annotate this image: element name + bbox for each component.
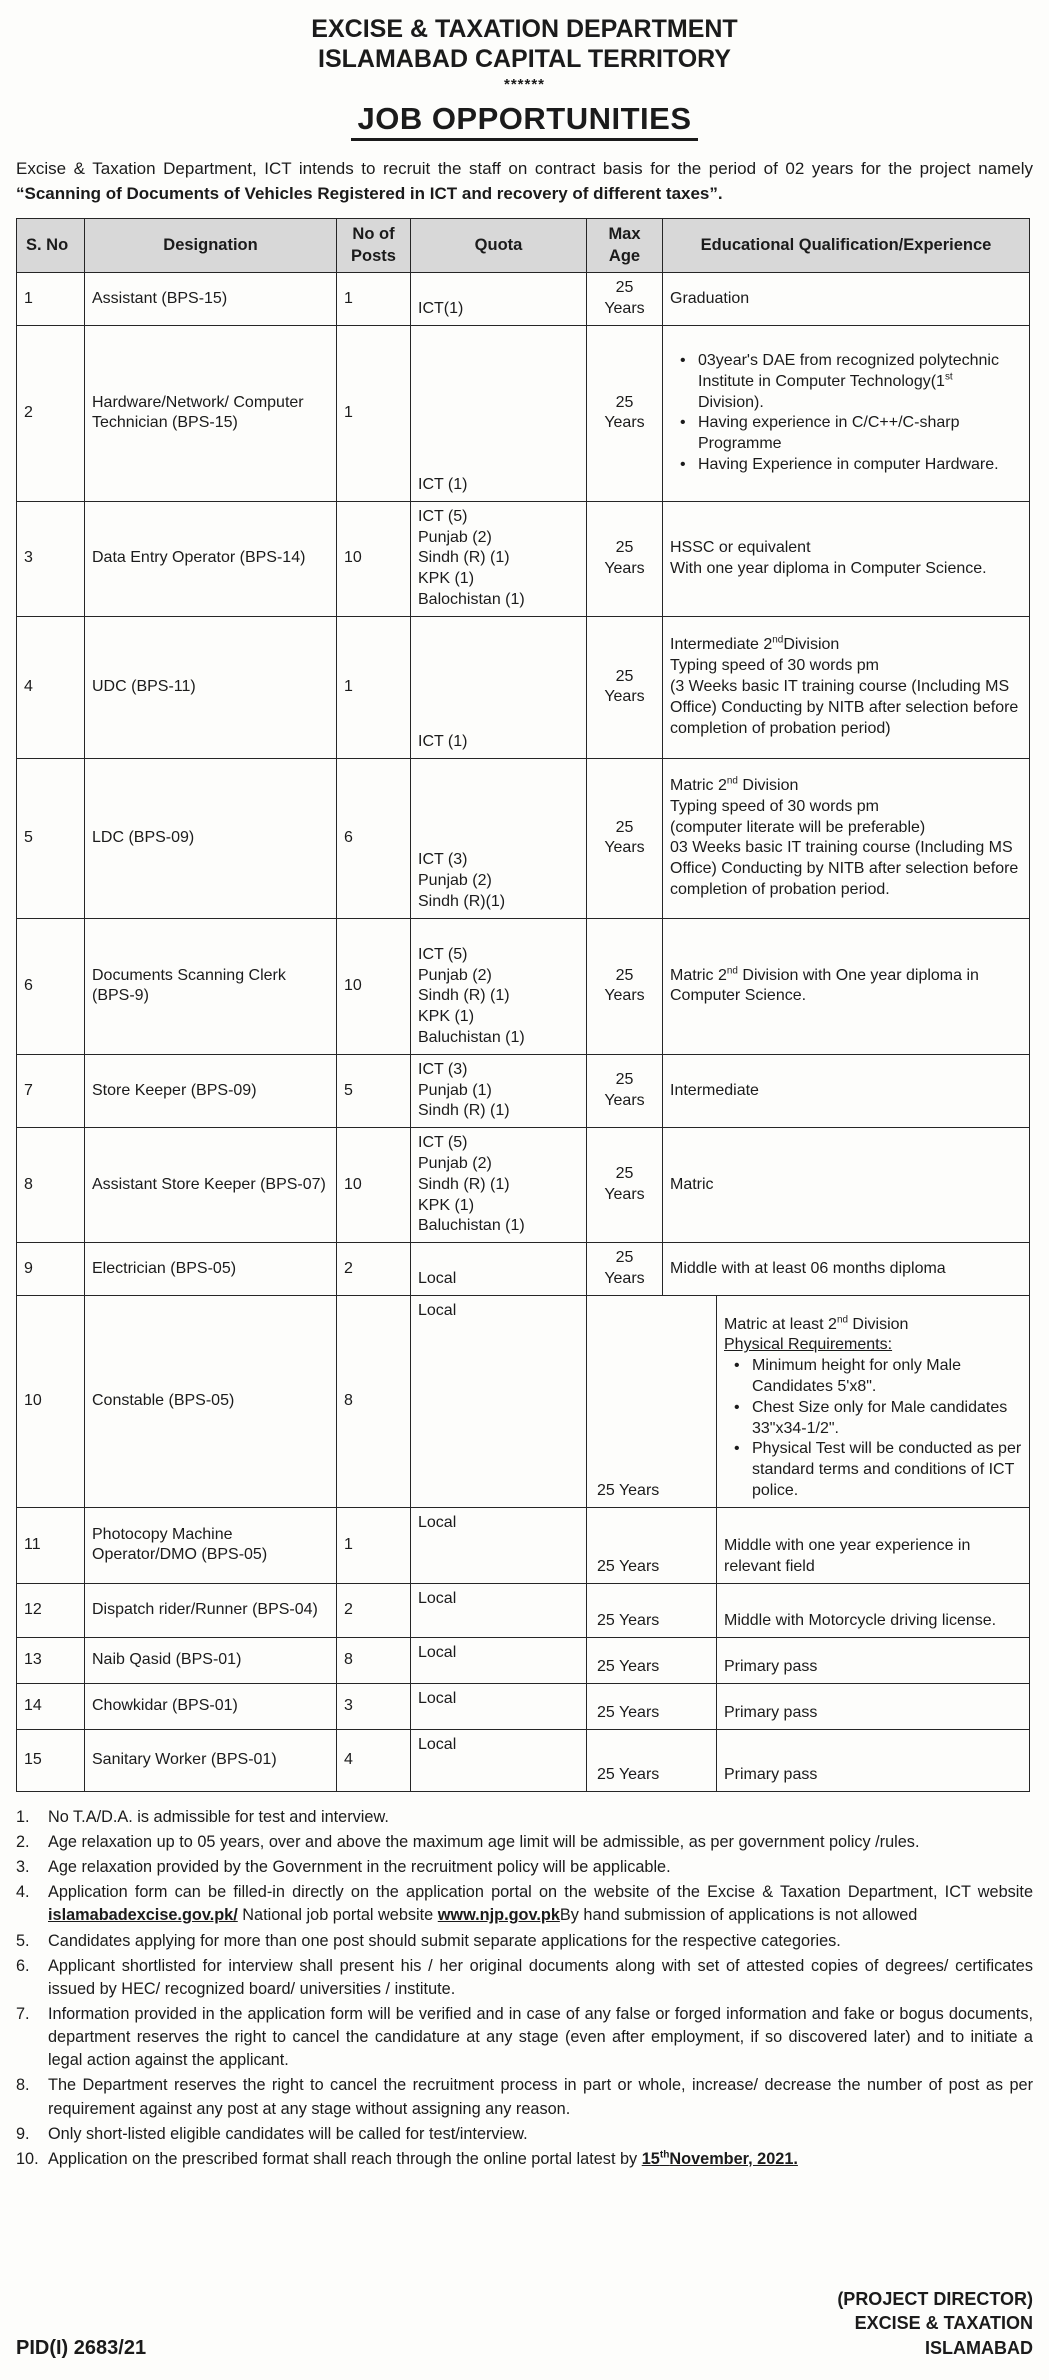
cell-qualification: [717, 1507, 1030, 1583]
note-item: [16, 1806, 1033, 1829]
note-text: Information provided in the application form will be verified and in case of any false or forged information and fake or bogus documents, department reserves the right to cancel the candidature at any stage (even after employment, if so discovered later) and to initiate a legal action against the applicant.: [48, 2004, 1033, 2070]
cell-serial-number: 12: [17, 1583, 85, 1637]
table-row: [17, 918, 1030, 1054]
cell-qualification: [663, 325, 1030, 501]
intro-project-name: “Scanning of Documents of Vehicles Registered in ICT and recovery of different taxes”.: [16, 183, 723, 203]
cell-posts: 3: [337, 1683, 411, 1729]
cell-designation: LDC (BPS-09): [85, 758, 337, 918]
qualification-line: Primary pass: [724, 1704, 818, 1722]
note-text: Only short-listed eligible candidates will be called for test/interview.: [48, 2124, 528, 2143]
cell-posts: 1: [337, 273, 411, 326]
cell-qualification: [663, 501, 1030, 616]
signature-block: [837, 2287, 1033, 2360]
note-item: [16, 2003, 1033, 2072]
cell-designation: Chowkidar (BPS-01): [85, 1683, 337, 1729]
note-number: 4.: [16, 1883, 30, 1902]
note-number: 9.: [16, 2124, 30, 2143]
note-text: Application on the prescribed format shall reach through the online portal latest by 15thNovember, 2021.: [48, 2149, 798, 2168]
qualification-line: 03 Weeks basic IT training course (Including MS Office) Conducting by NITB after selection before completion of probation period.: [670, 839, 1019, 898]
note-item: [16, 2074, 1033, 2120]
cell-designation: Dispatch rider/Runner (BPS-04): [85, 1583, 337, 1637]
qualification-bullet: • Minimum height for only Male Candidates 5'x8".: [724, 1356, 1022, 1398]
cell-designation: Electrician (BPS-05): [85, 1243, 337, 1296]
cell-max-age: 25 Years: [587, 1583, 717, 1637]
cell-quota: ICT (1): [411, 616, 587, 758]
cell-max-age: 25 Years: [587, 1507, 717, 1583]
cell-posts: 10: [337, 918, 411, 1054]
link-text: 15thNovember, 2021.: [641, 2149, 798, 2168]
cell-posts: 2: [337, 1243, 411, 1296]
bullet-icon: •: [680, 414, 686, 432]
cell-qualification: [663, 616, 1030, 758]
qualification-line: Middle with one year experience in relevant field: [724, 1537, 971, 1576]
separator-stars: ******: [503, 76, 546, 93]
intro-paragraph: [16, 157, 1033, 206]
cell-qualification: [663, 918, 1030, 1054]
note-item: [16, 2148, 1033, 2171]
bullet-icon: •: [734, 1357, 740, 1375]
qualification-line: Matric at least 2nd Division: [724, 1314, 909, 1333]
note-number: 10.: [16, 2149, 39, 2168]
note-text: The Department reserves the right to cancel the recruitment process in part or whole, increase/ decrease the number of post as per requirement against any post at any stage without assigning any reason.: [48, 2076, 1033, 2118]
table-row: [17, 758, 1030, 918]
table-row: [17, 1507, 1030, 1583]
cell-max-age: 25 Years: [587, 1128, 663, 1243]
cell-posts: 8: [337, 1637, 411, 1683]
cell-designation: Naib Qasid (BPS-01): [85, 1637, 337, 1683]
jobs-table-upper: [16, 218, 1030, 1296]
header-serial-number: S. No: [17, 219, 85, 273]
note-text: Candidates applying for more than one post should submit separate applications for the respective categories.: [48, 1931, 841, 1950]
qualification-bullet: • Chest Size only for Male candidates 33"x34-1/2".: [724, 1398, 1022, 1440]
qualification-line: Matric 2nd Division with One year diploma in Computer Science.: [670, 965, 979, 1005]
cell-designation: Assistant Store Keeper (BPS-07): [85, 1128, 337, 1243]
qualification-bullet: • Physical Test will be conducted as per standard terms and conditions of ICT police.: [724, 1439, 1022, 1501]
department-name: EXCISE & TAXATION DEPARTMENT: [311, 15, 738, 43]
qualification-line: Primary pass: [724, 1658, 818, 1676]
note-text: No T.A/D.A. is admissible for test and interview.: [48, 1807, 389, 1826]
cell-qualification: [717, 1295, 1030, 1507]
qualification-line: With one year diploma in Computer Science.: [670, 559, 987, 577]
territory-name: ISLAMABAD CAPITAL TERRITORY: [318, 45, 731, 73]
cell-serial-number: 11: [17, 1507, 85, 1583]
qualification-line: Typing speed of 30 words pm: [670, 657, 880, 675]
cell-max-age: 25 Years: [587, 325, 663, 501]
cell-serial-number: 7: [17, 1054, 85, 1127]
cell-quota: Local: [411, 1683, 587, 1729]
cell-quota: Local: [411, 1729, 587, 1791]
cell-max-age: 25 Years: [587, 1054, 663, 1127]
table-row: [17, 1729, 1030, 1791]
jobs-table-body-upper: [17, 273, 1030, 1296]
note-text: Application form can be filled-in directly on the application portal on the website of the Excise & Taxation Department, ICT website islamabadexcise.gov.pk/ National job portal website www.njp.gov.pkBy hand submission of applications is not allowed: [48, 1883, 1033, 1925]
cell-qualification: [663, 273, 1030, 326]
header-quota: Quota: [411, 219, 587, 273]
cell-designation: Constable (BPS-05): [85, 1295, 337, 1507]
note-number: 7.: [16, 2004, 30, 2023]
cell-quota: ICT (3) Punjab (1) Sindh (R) (1): [411, 1054, 587, 1127]
cell-quota: Local: [411, 1637, 587, 1683]
table-row: [17, 1637, 1030, 1683]
cell-max-age: 25 Years: [587, 918, 663, 1054]
cell-designation: UDC (BPS-11): [85, 616, 337, 758]
cell-serial-number: 6: [17, 918, 85, 1054]
cell-max-age: 25 Years: [587, 1295, 717, 1507]
qualification-bullet: • Having experience in C/C++/C-sharp Programme: [670, 413, 1022, 455]
link-text: islamabadexcise.gov.pk/: [48, 1906, 238, 1925]
qualification-line: HSSC or equivalent: [670, 539, 811, 557]
note-item: [16, 2123, 1033, 2146]
header-posts: No of Posts: [337, 219, 411, 273]
document-header: [16, 14, 1033, 141]
cell-max-age: 25 Years: [587, 1637, 717, 1683]
cell-serial-number: 8: [17, 1128, 85, 1243]
note-number: 5.: [16, 1931, 30, 1950]
cell-qualification: [717, 1729, 1030, 1791]
cell-designation: Documents Scanning Clerk (BPS-9): [85, 918, 337, 1054]
jobs-table-body-lower: [17, 1295, 1030, 1791]
notes-list: [16, 1806, 1033, 2173]
cell-serial-number: 5: [17, 758, 85, 918]
cell-quota: ICT(1): [411, 273, 587, 326]
cell-serial-number: 3: [17, 501, 85, 616]
bullet-icon: •: [680, 455, 686, 473]
qualification-line: (computer literate will be preferable): [670, 818, 926, 836]
table-row: [17, 1128, 1030, 1243]
cell-posts: 10: [337, 501, 411, 616]
header-qualification: Educational Qualification/Experience: [663, 219, 1030, 273]
cell-qualification: [717, 1683, 1030, 1729]
cell-designation: Hardware/Network/ Computer Technician (BPS-15): [85, 325, 337, 501]
cell-quota: Local: [411, 1295, 587, 1507]
cell-quota: ICT (3) Punjab (2) Sindh (R)(1): [411, 758, 587, 918]
cell-quota: Local: [411, 1583, 587, 1637]
cell-posts: 6: [337, 758, 411, 918]
note-text: Age relaxation provided by the Government in the recruitment policy will be applicable.: [48, 1858, 671, 1877]
page-title: JOB OPPORTUNITIES: [351, 101, 697, 141]
table-row: [17, 1583, 1030, 1637]
cell-posts: 1: [337, 1507, 411, 1583]
cell-serial-number: 9: [17, 1243, 85, 1296]
header-max-age: Max Age: [587, 219, 663, 273]
cell-posts: 10: [337, 1128, 411, 1243]
cell-max-age: 25 Years: [587, 273, 663, 326]
document-footer: [16, 2247, 1033, 2360]
qualification-line: Intermediate: [670, 1081, 759, 1099]
jobs-table-lower: [16, 1295, 1030, 1792]
cell-quota: ICT (5) Punjab (2) Sindh (R) (1) KPK (1) Baluchistan (1): [411, 1128, 587, 1243]
cell-quota: Local: [411, 1507, 587, 1583]
cell-posts: 5: [337, 1054, 411, 1127]
cell-max-age: 25 Years: [587, 616, 663, 758]
cell-designation: Store Keeper (BPS-09): [85, 1054, 337, 1127]
cell-posts: 4: [337, 1729, 411, 1791]
cell-max-age: 25 Years: [587, 1729, 717, 1791]
qualification-line: Middle with at least 06 months diploma: [670, 1259, 946, 1277]
cell-posts: 1: [337, 616, 411, 758]
qualification-line: Middle with Motorcycle driving license.: [724, 1612, 997, 1630]
cell-qualification: [663, 1243, 1030, 1296]
cell-posts: 1: [337, 325, 411, 501]
qualification-line: Typing speed of 30 words pm: [670, 797, 880, 815]
qualification-line: Matric: [670, 1175, 714, 1193]
cell-posts: 8: [337, 1295, 411, 1507]
table-row: [17, 325, 1030, 501]
cell-quota: ICT (5) Punjab (2) Sindh (R) (1) KPK (1) Balochistan (1): [411, 501, 587, 616]
table-row: [17, 1683, 1030, 1729]
cell-qualification: [663, 1128, 1030, 1243]
bullet-icon: •: [734, 1398, 740, 1416]
table-header-row: [17, 219, 1030, 273]
cell-qualification: [717, 1637, 1030, 1683]
table-row: [17, 273, 1030, 326]
qualification-heading: Physical Requirements:: [724, 1336, 893, 1354]
cell-quota: Local: [411, 1243, 587, 1296]
cell-max-age: 25 Years: [587, 1243, 663, 1296]
table-row: [17, 1295, 1030, 1507]
cell-max-age: 25 Years: [587, 758, 663, 918]
cell-qualification: [717, 1583, 1030, 1637]
qualification-line: Primary pass: [724, 1766, 818, 1784]
header-designation: Designation: [85, 219, 337, 273]
signature-line: (PROJECT DIRECTOR): [837, 2289, 1033, 2310]
qualification-bullet: • Having Experience in computer Hardware.: [670, 455, 1022, 476]
note-number: 1.: [16, 1807, 30, 1826]
qualification-bullet: • 03year's DAE from recognized polytechnic Institute in Computer Technology(1st Division).: [670, 351, 1022, 413]
bullet-icon: •: [680, 351, 686, 369]
cell-designation: Data Entry Operator (BPS-14): [85, 501, 337, 616]
note-number: 2.: [16, 1832, 30, 1851]
cell-qualification: [663, 758, 1030, 918]
qualification-line: Intermediate 2ndDivision: [670, 635, 840, 654]
cell-qualification: [663, 1054, 1030, 1127]
cell-max-age: 25 Years: [587, 1683, 717, 1729]
cell-designation: Photocopy Machine Operator/DMO (BPS-05): [85, 1507, 337, 1583]
note-item: [16, 1881, 1033, 1927]
cell-serial-number: 4: [17, 616, 85, 758]
cell-serial-number: 10: [17, 1295, 85, 1507]
cell-posts: 2: [337, 1583, 411, 1637]
note-text: Applicant shortlisted for interview shall present his / her original documents along with set of attested copies of degrees/ certificates issued by HEC/ recognized board/ universities / institute.: [48, 1956, 1033, 1998]
cell-designation: Sanitary Worker (BPS-01): [85, 1729, 337, 1791]
cell-serial-number: 14: [17, 1683, 85, 1729]
signature-line: ISLAMABAD: [925, 2337, 1033, 2358]
intro-text: Excise & Taxation Department, ICT intends to recruit the staff on contract basis for the period of 02 years for the project namely: [16, 159, 1033, 178]
cell-serial-number: 1: [17, 273, 85, 326]
note-item: [16, 1856, 1033, 1879]
signature-line: EXCISE & TAXATION: [854, 2313, 1033, 2334]
note-item: [16, 1955, 1033, 2001]
cell-designation: Assistant (BPS-15): [85, 273, 337, 326]
note-item: [16, 1831, 1033, 1854]
link-text: www.njp.gov.pk: [437, 1906, 560, 1925]
pid-number: PID(I) 2683/21: [16, 2337, 147, 2359]
bullet-icon: •: [734, 1440, 740, 1458]
note-number: 6.: [16, 1956, 30, 1975]
qualification-line: Matric 2nd Division: [670, 775, 799, 794]
table-row: [17, 1243, 1030, 1296]
cell-serial-number: 2: [17, 325, 85, 501]
table-row: [17, 1054, 1030, 1127]
table-row: [17, 501, 1030, 616]
qualification-line: Graduation: [670, 289, 750, 307]
cell-quota: ICT (5) Punjab (2) Sindh (R) (1) KPK (1) Baluchistan (1): [411, 918, 587, 1054]
note-number: 3.: [16, 1858, 30, 1877]
note-item: [16, 1930, 1033, 1953]
table-row: [17, 616, 1030, 758]
qualification-line: (3 Weeks basic IT training course (Including MS Office) Conducting by NITB after selection before completion of probation period): [670, 677, 1019, 737]
cell-serial-number: 15: [17, 1729, 85, 1791]
cell-quota: ICT (1): [411, 325, 587, 501]
note-text: Age relaxation up to 05 years, over and above the maximum age limit will be admissible, as per government policy /rules.: [48, 1832, 920, 1851]
note-number: 8.: [16, 2076, 30, 2095]
cell-serial-number: 13: [17, 1637, 85, 1683]
cell-max-age: 25 Years: [587, 501, 663, 616]
